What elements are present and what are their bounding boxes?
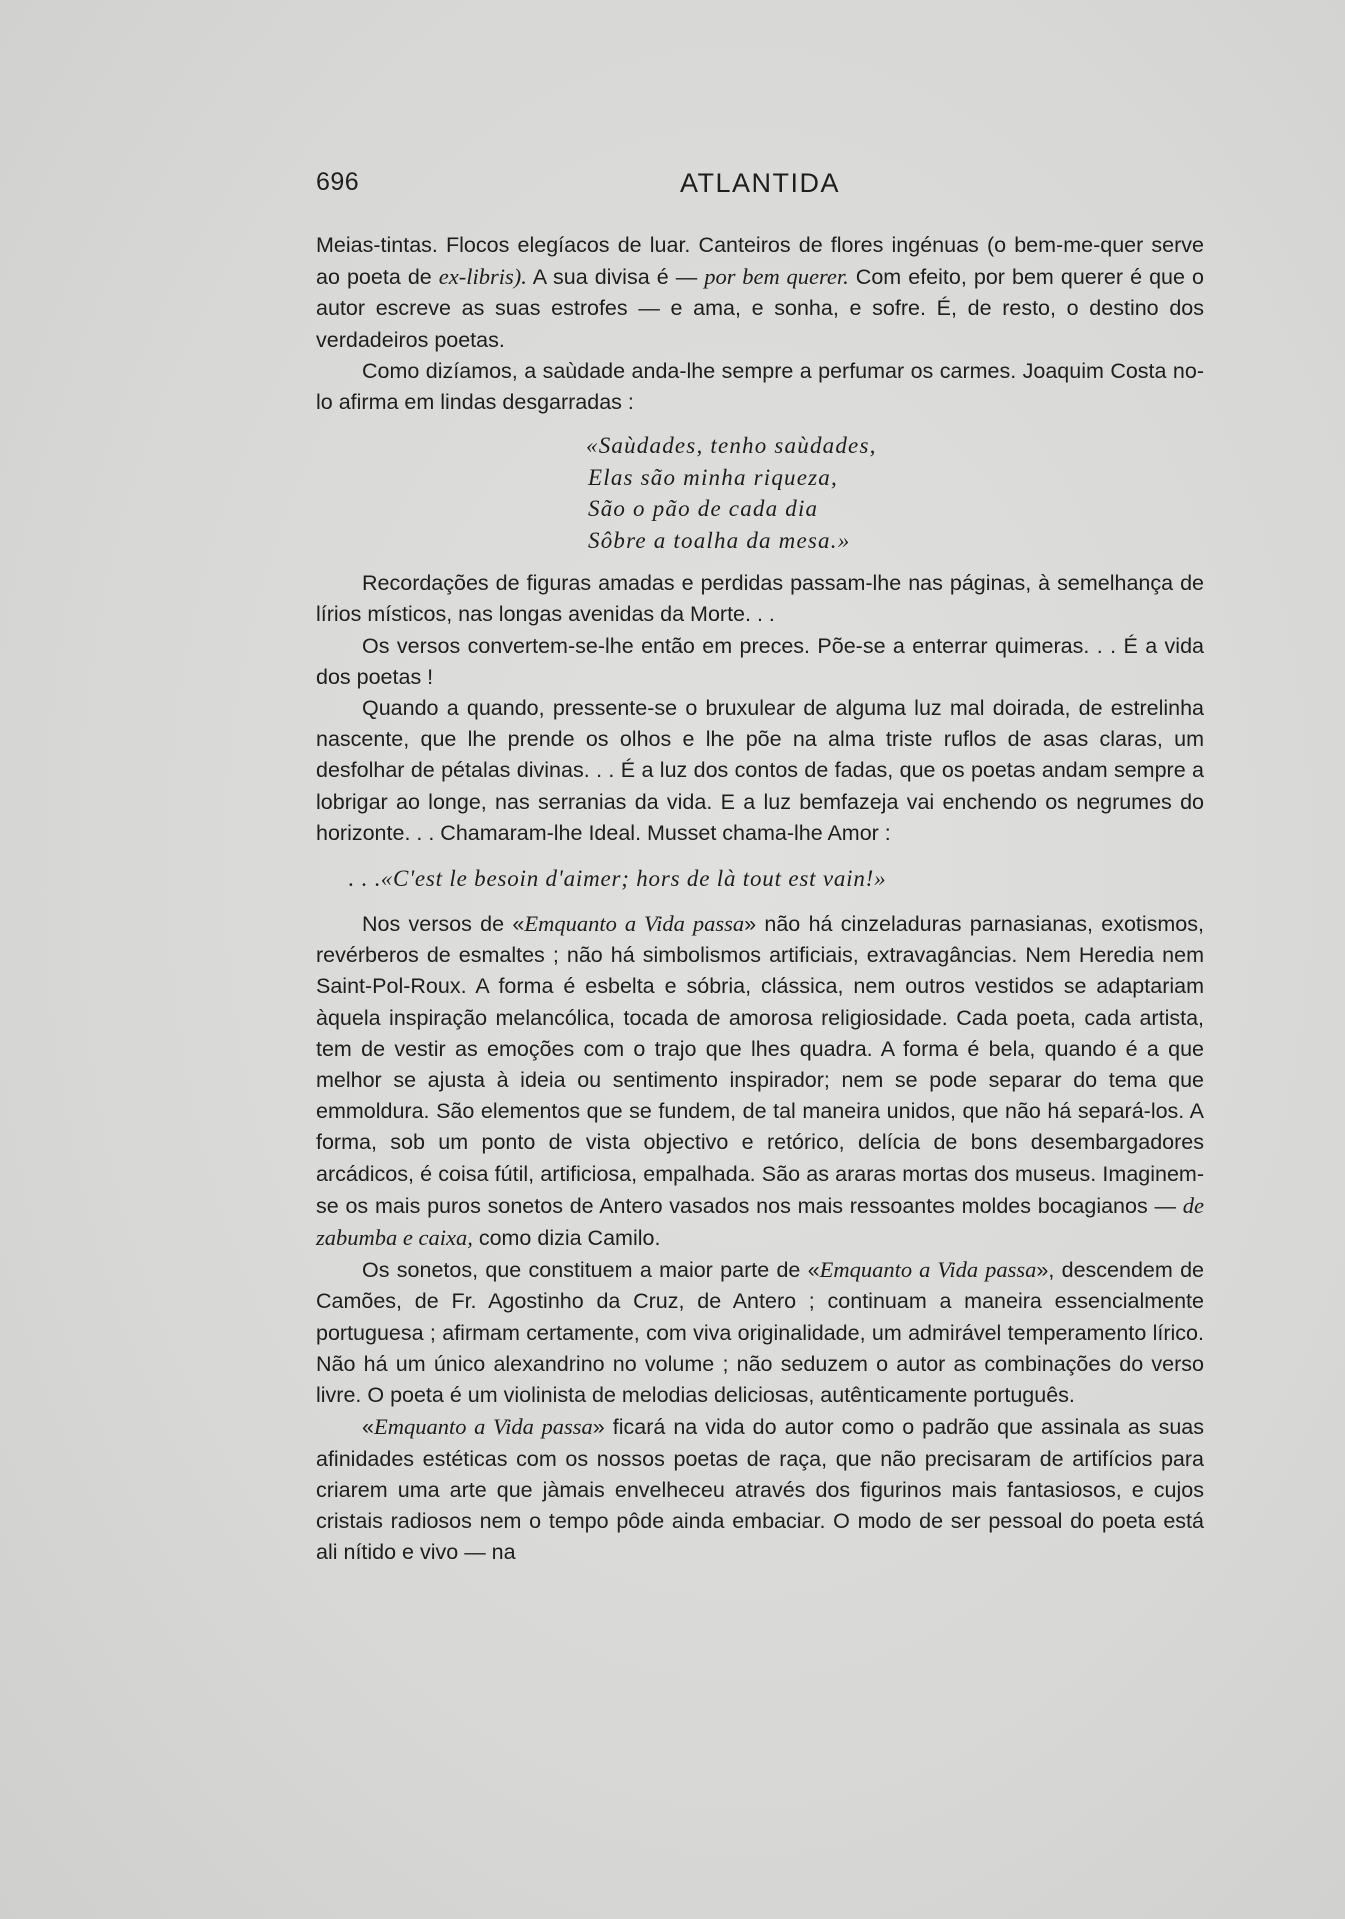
verse-line: Elas são minha riqueza, — [588, 464, 838, 490]
text-segment: « — [362, 1415, 374, 1440]
italic-segment: Emquanto a Vida passa — [373, 1414, 593, 1440]
text-segment: », descendem de Camões, de Fr. Agostinho da Cruz, de Antero ; continuam a maneira essencialmente portuguesa ; afirmam certamente, com viva originalidade, um admirável temperamento lírico. Não há um único alexandrino no volume ; não seduzem o autor as combinações do verso livre. O poeta é um violinista de melodias deliciosas, autênticamente português. — [316, 1258, 1204, 1408]
verse-quote — [586, 430, 1204, 556]
page-header — [316, 168, 1204, 204]
paragraph — [316, 631, 1204, 693]
paragraph — [316, 568, 1204, 630]
ellipsis: . . . — [348, 866, 381, 892]
text-segment: como dizia Camilo. — [472, 1226, 661, 1251]
text-segment: Recordações de figuras amadas e perdidas passam-lhe nas páginas, à semelhança de lírios místicos, nas longas avenidas da Morte. . . — [316, 571, 1204, 627]
verse-line: São o pão de cada dia — [588, 496, 819, 522]
italic-segment: por bem querer. — [704, 264, 849, 290]
italic-segment: ex-libris). — [438, 264, 527, 290]
text-segment: » ficará na vida do autor como o padrão que assinala as suas afinidades estéticas com os nossos poetas de raça, que não precisaram de artifícios para criarem uma arte que jàmais envelheceu através dos figurinos mais fantasiosos, e cujos cristais radiosos nem o tempo pôde ainda embaciar. O modo de ser pessoal do poeta está ali nítido e vivo — na — [316, 1415, 1204, 1565]
text-segment: A sua divisa é — — [526, 265, 705, 290]
italic-segment: de zabumba e caixa, — [316, 1192, 1204, 1251]
paragraph — [316, 908, 1204, 1254]
paragraph — [316, 1411, 1204, 1568]
page-number: 696 — [316, 168, 360, 196]
verse-line: Sôbre a toalha da mesa.» — [588, 527, 851, 553]
text-segment: Com efeito, por bem querer é que o autor escreve as suas estrofes — e ama, e sonha, e sofre. É, de resto, o destino dos verdadeiros poetas. — [316, 265, 1204, 352]
text-segment: Os versos convertem-se-lhe então em preces. Põe-se a enterrar quimeras. . . É a vida dos poetas ! — [316, 633, 1204, 689]
paragraph — [316, 230, 1204, 356]
text-segment: Os sonetos, que constituem a maior parte de « — [362, 1258, 820, 1283]
paragraph — [316, 693, 1204, 849]
text-segment: » não há cinzeladuras parnasianas, exotismos, revérberos de esmaltes ; não há simbolismos artificiais, extravagâncias. Nem Heredia nem Saint-Pol-Roux. A forma é esbelta e sóbria, clássica, nem outros vestidos se adaptariam àquela inspiração melancólica, tocada de amorosa religiosidade. Cada poeta, cada artista, tem de vestir as emoções com o trajo que lhes quadra. A forma é bela, quando é a que melhor se ajusta à ideia ou sentimento inspirador; nem se pode separar do tema que emmoldura. São elementos que se fundem, de tal maneira unidos, que não há separá-los. A forma, sob um ponto de vista objectivo e retórico, delícia de bons desembargadores arcádicos, é coisa fútil, artificiosa, empalhada. São as araras mortas dos museus. Imaginem-se os mais puros sonetos de Antero vasados nos mais ressoantes moldes bocagianos — — [316, 912, 1204, 1218]
musset-line: «C'est le besoin d'aimer; hors de là tout est vain!» — [380, 866, 887, 892]
italic-segment: Emquanto a Vida passa — [524, 911, 745, 937]
italic-segment: Emquanto a Vida passa — [819, 1257, 1037, 1283]
text-segment: Meias-tintas. Flocos elegíacos de luar. Canteiros de flores ingénuas (o bem-me-quer serve ao poeta de — [316, 233, 1204, 290]
paragraph — [316, 1254, 1204, 1411]
running-title: ATLANTIDA — [679, 168, 841, 198]
musset-quote — [316, 863, 1204, 894]
text-segment: Como dizíamos, a saùdade anda-lhe sempre a perfumar os carmes. Joaquim Costa no-lo afirma em lindas desgarradas : — [316, 358, 1204, 415]
body-text — [316, 230, 1204, 1568]
text-segment: Nos versos de « — [362, 912, 525, 937]
text-segment: Quando a quando, pressente-se o bruxulear de alguma luz mal doirada, de estrelinha nascente, que lhe prende os olhos e lhe põe na alma triste ruflos de asas claras, um desfolhar de pétalas divinas. . . É a luz dos contos de fadas, que os poetas andam sempre a lobrigar ao longe, nas serranias da vida. E a luz bemfazeja vai enchendo os negrumes do horizonte. . . Chamaram-lhe Ideal. Musset chama-lhe Amor : — [316, 696, 1204, 845]
verse-line: «Saùdades, tenho saùdades, — [586, 433, 877, 459]
paragraph — [316, 356, 1204, 418]
